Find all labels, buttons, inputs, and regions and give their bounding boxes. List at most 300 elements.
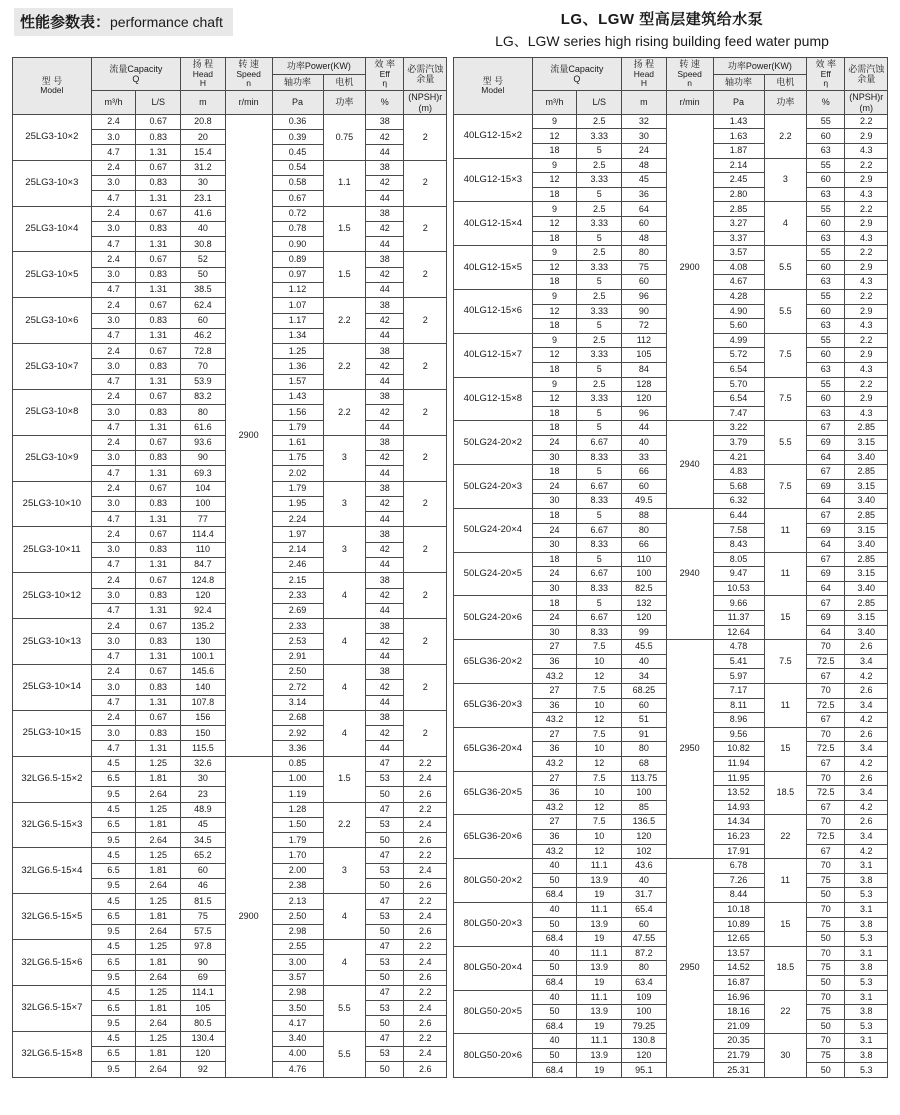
motor-power: 2.2	[323, 344, 366, 390]
efficiency: 38	[366, 619, 404, 634]
capacity-ls: 5	[577, 465, 622, 480]
capacity-m3h: 18	[532, 465, 577, 480]
head-m: 145.6	[181, 665, 226, 680]
shaft-power: 6.54	[713, 392, 764, 407]
npsh: 2.85	[845, 465, 888, 480]
shaft-power: 6.32	[713, 494, 764, 509]
efficiency: 64	[807, 450, 845, 465]
table-row	[13, 114, 447, 129]
shaft-power: 2.55	[272, 940, 323, 955]
model-cell: 25LG3-10×12	[13, 573, 92, 619]
shaft-power: 16.23	[713, 829, 764, 844]
shaft-power: 2.46	[272, 558, 323, 573]
shaft-power: 10.18	[713, 902, 764, 917]
shaft-power: 2.13	[272, 894, 323, 909]
capacity-m3h: 9	[532, 377, 577, 392]
capacity-m3h: 2.4	[91, 665, 136, 680]
shaft-power: 3.57	[272, 970, 323, 985]
efficiency: 42	[366, 176, 404, 191]
motor-power: 15	[764, 902, 807, 946]
efficiency: 69	[807, 567, 845, 582]
npsh: 3.4	[845, 742, 888, 757]
capacity-m3h: 68.4	[532, 1063, 577, 1078]
head-m: 40	[622, 435, 667, 450]
head-m: 87.2	[622, 946, 667, 961]
head-m: 96	[622, 406, 667, 421]
efficiency: 38	[366, 206, 404, 221]
motor-power: 3	[323, 527, 366, 573]
capacity-m3h: 4.7	[91, 558, 136, 573]
head-m: 32	[622, 114, 667, 129]
efficiency: 75	[807, 961, 845, 976]
model-cell: 65LG36-20×2	[454, 640, 533, 684]
shaft-power: 3.40	[272, 1031, 323, 1046]
efficiency: 44	[366, 512, 404, 527]
capacity-ls: 2.5	[577, 246, 622, 261]
table-row	[454, 859, 888, 874]
efficiency: 69	[807, 479, 845, 494]
capacity-m3h: 30	[532, 450, 577, 465]
shaft-power: 10.53	[713, 581, 764, 596]
capacity-m3h: 40	[532, 1034, 577, 1049]
capacity-m3h: 4.7	[91, 237, 136, 252]
capacity-ls: 6.67	[577, 435, 622, 450]
shaft-power: 4.99	[713, 333, 764, 348]
capacity-m3h: 3.0	[91, 267, 136, 282]
capacity-m3h: 12	[532, 260, 577, 275]
capacity-ls: 0.83	[136, 405, 181, 420]
head-m: 45	[622, 173, 667, 188]
capacity-m3h: 40	[532, 859, 577, 874]
capacity-m3h: 24	[532, 435, 577, 450]
section-title-band	[14, 8, 233, 36]
efficiency: 53	[366, 1047, 404, 1062]
npsh: 3.4	[845, 829, 888, 844]
capacity-m3h: 27	[532, 815, 577, 830]
efficiency: 67	[807, 713, 845, 728]
table-row	[454, 508, 888, 523]
head-m: 62.4	[181, 298, 226, 313]
head-m: 40	[181, 221, 226, 236]
efficiency: 44	[366, 191, 404, 206]
capacity-ls: 13.9	[577, 1048, 622, 1063]
capacity-ls: 1.31	[136, 512, 181, 527]
model-cell: 50LG24-20×2	[454, 421, 533, 465]
shaft-power: 16.96	[713, 990, 764, 1005]
performance-table-left	[12, 57, 447, 1078]
efficiency: 50	[807, 1019, 845, 1034]
head-m: 32.6	[181, 756, 226, 771]
capacity-m3h: 6.5	[91, 863, 136, 878]
capacity-m3h: 4.5	[91, 756, 136, 771]
shaft-power: 5.68	[713, 479, 764, 494]
efficiency: 69	[807, 435, 845, 450]
capacity-ls: 1.31	[136, 466, 181, 481]
head-m: 110	[181, 542, 226, 557]
head-m: 60	[181, 863, 226, 878]
capacity-ls: 13.9	[577, 917, 622, 932]
efficiency: 55	[807, 114, 845, 129]
capacity-ls: 2.5	[577, 333, 622, 348]
capacity-ls: 0.83	[136, 221, 181, 236]
head-m: 72.8	[181, 344, 226, 359]
npsh: 2.6	[404, 787, 447, 802]
capacity-m3h: 40	[532, 990, 577, 1005]
npsh: 2.6	[845, 684, 888, 699]
npsh: 2.2	[404, 940, 447, 955]
shaft-power: 3.36	[272, 741, 323, 756]
table-body-right	[454, 114, 888, 1077]
motor-power: 4	[323, 665, 366, 711]
motor-power: 15	[764, 596, 807, 640]
head-m: 40	[622, 654, 667, 669]
capacity-m3h: 2.4	[91, 206, 136, 221]
npsh: 4.2	[845, 800, 888, 815]
head-m: 88	[622, 508, 667, 523]
model-cell: 32LG6.5-15×8	[13, 1031, 92, 1077]
col-header-capacity: 流量Capacity Q	[91, 58, 180, 91]
efficiency: 75	[807, 1048, 845, 1063]
npsh: 2.6	[404, 833, 447, 848]
efficiency: 67	[807, 757, 845, 772]
efficiency: 38	[366, 298, 404, 313]
npsh: 3.15	[845, 523, 888, 538]
efficiency: 42	[366, 680, 404, 695]
head-m: 47.55	[622, 932, 667, 947]
head-m: 99	[622, 625, 667, 640]
head-m: 20	[181, 130, 226, 145]
efficiency: 44	[366, 145, 404, 160]
table-head-left	[13, 58, 447, 115]
npsh: 2.2	[845, 158, 888, 173]
model-cell: 25LG3-10×2	[13, 114, 92, 160]
model-cell: 32LG6.5-15×7	[13, 985, 92, 1031]
motor-power: 4	[323, 710, 366, 756]
capacity-ls: 11.1	[577, 859, 622, 874]
capacity-m3h: 27	[532, 771, 577, 786]
capacity-m3h: 50	[532, 1005, 577, 1020]
capacity-ls: 0.67	[136, 389, 181, 404]
efficiency: 55	[807, 202, 845, 217]
shaft-power: 6.44	[713, 508, 764, 523]
head-m: 34.5	[181, 833, 226, 848]
npsh: 2.6	[404, 1062, 447, 1078]
capacity-m3h: 9	[532, 333, 577, 348]
capacity-m3h: 3.0	[91, 634, 136, 649]
capacity-ls: 3.33	[577, 173, 622, 188]
shaft-power: 9.56	[713, 727, 764, 742]
motor-power: 3	[764, 158, 807, 202]
capacity-ls: 1.81	[136, 771, 181, 786]
efficiency: 42	[366, 405, 404, 420]
npsh: 2.9	[845, 392, 888, 407]
head-m: 91	[622, 727, 667, 742]
head-m: 49.5	[622, 494, 667, 509]
capacity-ls: 0.83	[136, 451, 181, 466]
model-cell: 40LG12-15×4	[454, 202, 533, 246]
head-m: 90	[622, 304, 667, 319]
npsh: 2.4	[404, 909, 447, 924]
capacity-m3h: 30	[532, 625, 577, 640]
shaft-power: 16.87	[713, 975, 764, 990]
head-m: 105	[622, 348, 667, 363]
shaft-power: 14.93	[713, 800, 764, 815]
motor-power: 4	[323, 940, 366, 986]
capacity-ls: 3.33	[577, 304, 622, 319]
efficiency: 63	[807, 275, 845, 290]
model-cell: 40LG12-15×8	[454, 377, 533, 421]
shaft-power: 1.63	[713, 129, 764, 144]
capacity-m3h: 9	[532, 202, 577, 217]
capacity-ls: 5	[577, 362, 622, 377]
motor-power: 30	[764, 1034, 807, 1078]
efficiency: 38	[366, 573, 404, 588]
head-m: 136.5	[622, 815, 667, 830]
head-m: 43.6	[622, 859, 667, 874]
capacity-m3h: 2.4	[91, 114, 136, 129]
capacity-ls: 0.67	[136, 619, 181, 634]
head-m: 83.2	[181, 389, 226, 404]
motor-power: 7.5	[764, 333, 807, 377]
capacity-ls: 8.33	[577, 625, 622, 640]
capacity-ls: 8.33	[577, 581, 622, 596]
capacity-ls: 1.31	[136, 741, 181, 756]
head-m: 57.5	[181, 924, 226, 939]
capacity-ls: 1.31	[136, 237, 181, 252]
head-m: 31.2	[181, 160, 226, 175]
efficiency: 63	[807, 144, 845, 159]
npsh: 2	[404, 619, 447, 665]
npsh: 2.6	[845, 771, 888, 786]
shaft-power: 2.00	[272, 863, 323, 878]
shaft-power: 4.28	[713, 290, 764, 305]
capacity-ls: 2.5	[577, 158, 622, 173]
motor-power: 11	[764, 684, 807, 728]
shaft-power: 3.22	[713, 421, 764, 436]
capacity-ls: 1.81	[136, 1047, 181, 1062]
head-m: 140	[181, 680, 226, 695]
header-right	[434, 8, 886, 51]
efficiency: 72.5	[807, 829, 845, 844]
model-cell: 50LG24-20×6	[454, 596, 533, 640]
capacity-ls: 11.1	[577, 1034, 622, 1049]
npsh: 5.3	[845, 1019, 888, 1034]
npsh: 2.85	[845, 421, 888, 436]
model-cell: 80LG50-20×6	[454, 1034, 533, 1078]
head-m: 120	[622, 392, 667, 407]
head-m: 81.5	[181, 894, 226, 909]
shaft-power: 13.52	[713, 786, 764, 801]
shaft-power: 10.89	[713, 917, 764, 932]
head-m: 44	[622, 421, 667, 436]
npsh: 4.3	[845, 275, 888, 290]
capacity-ls: 0.67	[136, 344, 181, 359]
capacity-ls: 8.33	[577, 494, 622, 509]
efficiency: 63	[807, 187, 845, 202]
capacity-m3h: 6.5	[91, 1047, 136, 1062]
capacity-m3h: 3.0	[91, 542, 136, 557]
npsh: 2.2	[845, 333, 888, 348]
capacity-m3h: 30	[532, 494, 577, 509]
capacity-ls: 0.83	[136, 726, 181, 741]
head-m: 80	[181, 405, 226, 420]
capacity-m3h: 9	[532, 290, 577, 305]
capacity-m3h: 6.5	[91, 771, 136, 786]
efficiency: 72.5	[807, 742, 845, 757]
head-m: 120	[622, 1048, 667, 1063]
capacity-ls: 0.67	[136, 298, 181, 313]
capacity-m3h: 2.4	[91, 527, 136, 542]
head-m: 102	[622, 844, 667, 859]
efficiency: 60	[807, 348, 845, 363]
capacity-m3h: 9	[532, 158, 577, 173]
shaft-power: 1.00	[272, 771, 323, 786]
shaft-power: 0.89	[272, 252, 323, 267]
capacity-m3h: 2.4	[91, 710, 136, 725]
shaft-power: 2.38	[272, 878, 323, 893]
head-m: 64	[622, 202, 667, 217]
capacity-ls: 1.31	[136, 603, 181, 618]
col-header-motor-power: 电机	[323, 74, 366, 91]
capacity-m3h: 18	[532, 421, 577, 436]
efficiency: 50	[366, 787, 404, 802]
shaft-power: 5.60	[713, 319, 764, 334]
shaft-power: 4.76	[272, 1062, 323, 1078]
capacity-ls: 0.83	[136, 267, 181, 282]
shaft-power: 1.87	[713, 144, 764, 159]
capacity-ls: 12	[577, 844, 622, 859]
capacity-m3h: 2.4	[91, 389, 136, 404]
capacity-ls: 2.64	[136, 970, 181, 985]
col-header-efficiency: 效 率 Eff η	[366, 58, 404, 91]
capacity-ls: 1.81	[136, 863, 181, 878]
efficiency: 44	[366, 282, 404, 297]
head-m: 68	[622, 757, 667, 772]
head-m: 84	[622, 362, 667, 377]
capacity-ls: 13.9	[577, 873, 622, 888]
capacity-m3h: 4.7	[91, 328, 136, 343]
efficiency: 50	[366, 1016, 404, 1031]
efficiency: 72.5	[807, 698, 845, 713]
head-m: 15.4	[181, 145, 226, 160]
capacity-ls: 12	[577, 757, 622, 772]
npsh: 3.15	[845, 479, 888, 494]
shaft-power: 3.14	[272, 695, 323, 710]
head-m: 92.4	[181, 603, 226, 618]
capacity-m3h: 18	[532, 187, 577, 202]
head-m: 100	[622, 786, 667, 801]
capacity-ls: 19	[577, 975, 622, 990]
efficiency: 60	[807, 304, 845, 319]
table-body-left	[13, 114, 447, 1077]
capacity-m3h: 6.5	[91, 909, 136, 924]
shaft-power: 1.43	[272, 389, 323, 404]
head-m: 20.8	[181, 114, 226, 129]
npsh: 2.6	[404, 878, 447, 893]
efficiency: 70	[807, 946, 845, 961]
head-m: 82.5	[622, 581, 667, 596]
capacity-ls: 5	[577, 508, 622, 523]
npsh: 4.2	[845, 713, 888, 728]
capacity-m3h: 43.2	[532, 669, 577, 684]
capacity-m3h: 50	[532, 961, 577, 976]
capacity-ls: 6.67	[577, 479, 622, 494]
shaft-power: 5.97	[713, 669, 764, 684]
capacity-m3h: 2.4	[91, 160, 136, 175]
unit-capacity-ls: L/S	[577, 91, 622, 115]
head-m: 112	[622, 333, 667, 348]
head-m: 45	[181, 817, 226, 832]
head-m: 69	[181, 970, 226, 985]
shaft-power: 1.75	[272, 451, 323, 466]
efficiency: 60	[807, 217, 845, 232]
efficiency: 53	[366, 771, 404, 786]
shaft-power: 21.79	[713, 1048, 764, 1063]
head-m: 95.1	[622, 1063, 667, 1078]
efficiency: 70	[807, 771, 845, 786]
efficiency: 70	[807, 1034, 845, 1049]
head-m: 60	[622, 479, 667, 494]
efficiency: 55	[807, 290, 845, 305]
shaft-power: 21.09	[713, 1019, 764, 1034]
shaft-power: 2.50	[272, 665, 323, 680]
unit-capacity-m3h: m³/h	[91, 91, 136, 115]
capacity-m3h: 9.5	[91, 833, 136, 848]
capacity-ls: 1.25	[136, 848, 181, 863]
capacity-ls: 19	[577, 932, 622, 947]
capacity-m3h: 30	[532, 538, 577, 553]
efficiency: 53	[366, 863, 404, 878]
capacity-ls: 1.25	[136, 940, 181, 955]
capacity-ls: 5	[577, 552, 622, 567]
capacity-m3h: 12	[532, 217, 577, 232]
shaft-power: 2.72	[272, 680, 323, 695]
head-m: 120	[181, 588, 226, 603]
capacity-m3h: 12	[532, 304, 577, 319]
efficiency: 47	[366, 894, 404, 909]
document-title-en: LG、LGW series high rising building feed water pump	[495, 33, 829, 49]
capacity-ls: 5	[577, 319, 622, 334]
motor-power: 11	[764, 859, 807, 903]
shaft-power: 0.78	[272, 221, 323, 236]
capacity-ls: 0.67	[136, 206, 181, 221]
table-row	[454, 421, 888, 436]
shaft-power: 1.95	[272, 496, 323, 511]
model-cell: 32LG6.5-15×2	[13, 756, 92, 802]
head-m: 100	[622, 567, 667, 582]
npsh: 2.2	[404, 894, 447, 909]
head-m: 40	[622, 873, 667, 888]
npsh: 2.4	[404, 1001, 447, 1016]
efficiency: 63	[807, 362, 845, 377]
capacity-m3h: 18	[532, 275, 577, 290]
capacity-ls: 10	[577, 786, 622, 801]
capacity-m3h: 68.4	[532, 1019, 577, 1034]
head-m: 48	[622, 158, 667, 173]
unit-efficiency: %	[366, 91, 404, 115]
shaft-power: 1.70	[272, 848, 323, 863]
shaft-power: 0.72	[272, 206, 323, 221]
head-m: 93.6	[181, 435, 226, 450]
shaft-power: 12.64	[713, 625, 764, 640]
head-m: 48.9	[181, 802, 226, 817]
capacity-m3h: 36	[532, 829, 577, 844]
model-cell: 25LG3-10×13	[13, 619, 92, 665]
section-title-cn: 性能参数表：	[20, 14, 111, 31]
head-m: 80	[622, 246, 667, 261]
capacity-m3h: 4.7	[91, 191, 136, 206]
shaft-power: 17.91	[713, 844, 764, 859]
